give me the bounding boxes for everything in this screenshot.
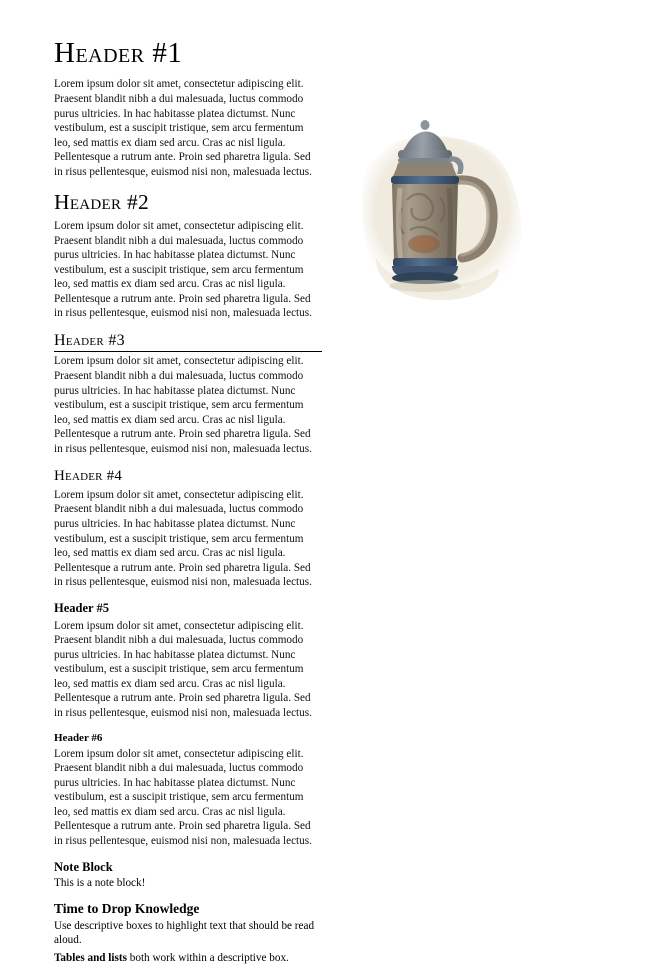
- section-heading-2: Header #2: [54, 190, 150, 215]
- stein-lid: [402, 131, 448, 152]
- lower-blue-band: [393, 258, 457, 267]
- page-title: Header #1: [54, 37, 183, 69]
- section-paragraph: Lorem ipsum dolor sit amet, consectetur adipiscing elit. Praesent blandit nibh a dui malesuada, luctus commodo purus ultricies. In hac habitasse platea dictumst. Nunc vestibulum, est a suscipit tristique, sem arcu fermentum leo, sed mattis ex diam sed arcu. Cras ac nisl ligula. Pellentesque a rutrum ante. Proin sed pharetra ligula. Sed in risus pellentesque, euismod nisi non, malesuada lectus.: [54, 747, 312, 847]
- section-heading-6: Header #6: [54, 731, 103, 744]
- section-paragraph: Lorem ipsum dolor sit amet, consectetur adipiscing elit. Praesent blandit nibh a dui malesuada, luctus commodo purus ultricies. In hac habitasse platea dictumst. Nunc vestibulum, est a suscipit tristique, sem arcu fermentum leo, sed mattis ex diam sed arcu. Cras ac nisl ligula. Pellentesque a rutrum ante. Proin sed pharetra ligula. Sed in risus pellentesque, euismod nisi non, malesuada lectus.: [54, 619, 312, 719]
- beer-stein-illustration: [352, 108, 542, 313]
- upper-blue-band: [391, 176, 459, 184]
- section-paragraph: Lorem ipsum dolor sit amet, consectetur adipiscing elit. Praesent blandit nibh a dui malesuada, luctus commodo purus ultricies. In hac habitasse platea dictumst. Nunc vestibulum, est a suscipit tristique, sem arcu fermentum leo, sed mattis ex diam sed arcu. Cras ac nisl ligula. Pellentesque a rutrum ante. Proin sed pharetra ligula. Sed in risus pellentesque, euismod nisi non, malesuada lectus.: [54, 219, 312, 320]
- section-paragraph: Lorem ipsum dolor sit amet, consectetur adipiscing elit. Praesent blandit nibh a dui malesuada, luctus commodo purus ultricies. In hac habitasse platea dictumst. Nunc vestibulum, est a suscipit tristique, sem arcu fermentum leo, sed mattis ex diam sed arcu. Cras ac nisl ligula. Pellentesque a rutrum ante. Proin sed pharetra ligula. Sed in risus pellentesque, euismod nisi non, malesuada lectus.: [54, 488, 312, 589]
- descriptive-block-footer-rest: both work within a descriptive box.: [126, 951, 289, 964]
- section-paragraph: Lorem ipsum dolor sit amet, consectetur adipiscing elit. Praesent blandit nibh a dui malesuada, luctus commodo purus ultricies. In hac habitasse platea dictumst. Nunc vestibulum, est a suscipit tristique, sem arcu fermentum leo, sed mattis ex diam sed arcu. Cras ac nisl ligula. Pellentesque a rutrum ante. Proin sed pharetra ligula. Sed in risus pellentesque, euismod nisi non, malesuada lectus.: [54, 78, 312, 178]
- section-paragraph: Lorem ipsum dolor sit amet, consectetur adipiscing elit. Praesent blandit nibh a dui malesuada, luctus commodo purus ultricies. In hac habitasse platea dictumst. Nunc vestibulum, est a suscipit tristique, sem arcu fermentum leo, sed mattis ex diam sed arcu. Cras ac nisl ligula. Pellentesque a rutrum ante. Proin sed pharetra ligula. Sed in risus pellentesque, euismod nisi non, malesuada lectus.: [54, 355, 312, 455]
- section-heading-4: Header #4: [54, 468, 123, 485]
- note-block-title: Note Block: [54, 859, 113, 874]
- descriptive-block-footer-lead: Tables and lists: [54, 951, 127, 964]
- section-heading-5: Header #5: [54, 600, 109, 615]
- document-body-column: [54, 38, 322, 968]
- descriptive-block-title: Time to Drop Knowledge: [54, 900, 200, 916]
- note-block-body: This is a note block!: [54, 877, 146, 890]
- section-heading-3: Header #3: [54, 332, 322, 353]
- descriptive-block-footer: [54, 951, 322, 966]
- descriptive-block-body: Use descriptive boxes to highlight text that should be read aloud.: [54, 919, 315, 947]
